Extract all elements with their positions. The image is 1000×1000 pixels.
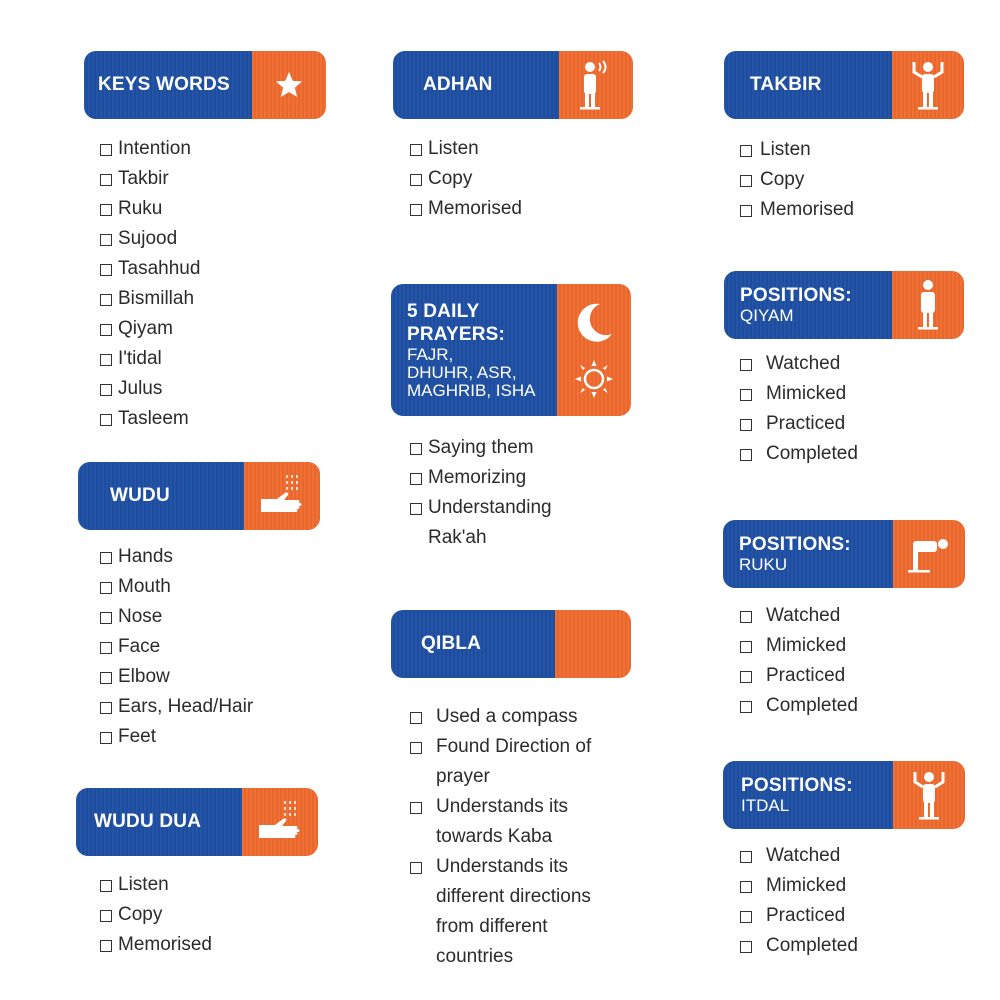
checkbox[interactable]	[740, 851, 752, 863]
checkbox[interactable]	[740, 671, 752, 683]
checkbox[interactable]	[100, 940, 112, 952]
checkbox[interactable]	[100, 642, 112, 654]
qibla-title: QIBLA	[421, 633, 482, 654]
list-item[interactable]: Found Direction of prayer	[410, 732, 591, 792]
list-item[interactable]: Hands	[100, 542, 253, 572]
checkbox[interactable]	[740, 881, 752, 893]
list-item[interactable]: Practiced	[740, 409, 858, 439]
checkbox[interactable]	[410, 712, 422, 724]
checkbox[interactable]	[100, 612, 112, 624]
takbir-list	[740, 135, 854, 225]
checkbox[interactable]	[100, 264, 112, 276]
keys-words-list	[100, 134, 200, 434]
list-item[interactable]: Sujood	[100, 224, 200, 254]
positions-itdal-list	[740, 841, 858, 961]
list-item[interactable]: Copy	[100, 900, 212, 930]
checkbox[interactable]	[740, 701, 752, 713]
checkbox[interactable]	[740, 449, 752, 461]
list-item[interactable]: Intention	[100, 134, 200, 164]
list-item[interactable]: Elbow	[100, 662, 253, 692]
list-item[interactable]: Copy	[410, 164, 522, 194]
daily-prayers-subtitle: MAGHRIB, ISHA	[407, 381, 536, 400]
qibla-list	[410, 702, 591, 972]
keys-words-header	[84, 51, 326, 119]
checkbox[interactable]	[740, 175, 752, 187]
checkbox[interactable]	[100, 910, 112, 922]
positions-itdal-title: POSITIONS:	[741, 775, 853, 796]
daily-prayers-subtitle: FAJR,	[407, 345, 454, 364]
list-item[interactable]: Memorised	[410, 194, 522, 224]
wudu-dua-title: WUDU DUA	[94, 811, 202, 832]
wudu-header	[78, 462, 320, 530]
checkbox[interactable]	[410, 174, 422, 186]
checkbox[interactable]	[100, 414, 112, 426]
adhan-list	[410, 134, 522, 224]
washing-hand-icon	[257, 471, 307, 521]
list-item[interactable]: Listen	[100, 870, 212, 900]
list-item[interactable]: Saying them	[410, 433, 552, 463]
checkbox[interactable]	[100, 234, 112, 246]
checkbox[interactable]	[100, 880, 112, 892]
list-item[interactable]: Listen	[410, 134, 522, 164]
checkbox[interactable]	[740, 389, 752, 401]
keys-words-title: KEYS WORDS	[98, 74, 230, 95]
list-item[interactable]: Completed	[740, 691, 858, 721]
washing-hand-icon	[255, 797, 305, 847]
positions-ruku-subtitle: RUKU	[739, 555, 788, 574]
checkbox[interactable]	[100, 384, 112, 396]
checkbox[interactable]	[410, 503, 422, 515]
raised-hands-person-icon	[909, 767, 949, 823]
list-item[interactable]: Practiced	[740, 901, 858, 931]
daily-prayers-list	[410, 433, 552, 553]
wudu-title: WUDU	[110, 485, 170, 506]
list-item[interactable]: Memorizing	[410, 463, 552, 493]
list-item[interactable]: Understands its different directions from different countries	[410, 852, 591, 972]
calling-person-icon	[574, 58, 618, 112]
checkbox[interactable]	[410, 742, 422, 754]
list-item[interactable]: Nose	[100, 602, 253, 632]
list-item[interactable]: Understands its towards Kaba	[410, 792, 591, 852]
positions-qiyam-list	[740, 349, 858, 469]
list-item[interactable]: Practiced	[740, 661, 858, 691]
positions-itdal-header	[723, 761, 965, 829]
positions-qiyam-title: POSITIONS:	[740, 285, 852, 306]
checkbox[interactable]	[410, 204, 422, 216]
checkbox[interactable]	[740, 611, 752, 623]
list-item[interactable]: Completed	[740, 931, 858, 961]
list-item[interactable]: Feet	[100, 722, 253, 752]
wudu-dua-list	[100, 870, 212, 960]
star-icon	[274, 70, 304, 100]
checkbox[interactable]	[740, 145, 752, 157]
list-item[interactable]: Mimicked	[740, 871, 858, 901]
checkbox[interactable]	[100, 732, 112, 744]
checkbox[interactable]	[100, 144, 112, 156]
checkbox[interactable]	[740, 359, 752, 371]
checkbox[interactable]	[410, 862, 422, 874]
positions-ruku-header	[723, 520, 965, 588]
list-item[interactable]: Bismillah	[100, 284, 200, 314]
checkbox[interactable]	[100, 702, 112, 714]
positions-qiyam-subtitle: QIYAM	[740, 306, 794, 325]
checkbox[interactable]	[410, 443, 422, 455]
list-item[interactable]: Listen	[740, 135, 854, 165]
checkbox[interactable]	[740, 205, 752, 217]
list-item[interactable]: Julus	[100, 374, 200, 404]
checkbox[interactable]	[740, 641, 752, 653]
checkbox[interactable]	[100, 324, 112, 336]
list-item[interactable]: Used a compass	[410, 702, 591, 732]
checkbox[interactable]	[100, 672, 112, 684]
standing-person-icon	[911, 277, 945, 333]
takbir-header	[724, 51, 964, 119]
crescent-moon-icon	[574, 302, 614, 344]
list-item[interactable]: Tasahhud	[100, 254, 200, 284]
list-item[interactable]: Completed	[740, 439, 858, 469]
list-item[interactable]: Takbir	[100, 164, 200, 194]
list-item[interactable]: Qiyam	[100, 314, 200, 344]
checkbox[interactable]	[100, 354, 112, 366]
wudu-list	[100, 542, 253, 752]
positions-ruku-title: POSITIONS:	[739, 534, 851, 555]
takbir-title: TAKBIR	[750, 74, 822, 95]
adhan-header	[393, 51, 633, 119]
adhan-title: ADHAN	[423, 74, 493, 95]
list-item[interactable]: Watched	[740, 601, 858, 631]
daily-prayers-title: PRAYERS:	[407, 324, 506, 345]
checkbox[interactable]	[410, 473, 422, 485]
qibla-header	[391, 610, 631, 678]
checkbox[interactable]	[100, 294, 112, 306]
checkbox[interactable]	[410, 144, 422, 156]
list-item[interactable]: Memorised	[740, 195, 854, 225]
list-item[interactable]: Mouth	[100, 572, 253, 602]
checkbox[interactable]	[740, 941, 752, 953]
daily-prayers-title: 5 DAILY	[407, 301, 480, 322]
checkbox[interactable]	[100, 552, 112, 564]
checkbox[interactable]	[100, 582, 112, 594]
list-item[interactable]: Watched	[740, 841, 858, 871]
positions-qiyam-header	[724, 271, 964, 339]
checkbox[interactable]	[410, 802, 422, 814]
list-item[interactable]: Copy	[740, 165, 854, 195]
list-item[interactable]: I'tidal	[100, 344, 200, 374]
list-item[interactable]: Mimicked	[740, 631, 858, 661]
wudu-dua-header	[76, 788, 318, 856]
list-item[interactable]: Face	[100, 632, 253, 662]
daily-prayers-subtitle: DHUHR, ASR,	[407, 363, 517, 382]
positions-itdal-subtitle: ITDAL	[741, 796, 790, 815]
list-item[interactable]: Understanding Rak'ah	[410, 493, 552, 553]
list-item[interactable]: Ruku	[100, 194, 200, 224]
checkbox[interactable]	[740, 911, 752, 923]
list-item[interactable]: Mimicked	[740, 379, 858, 409]
checkbox[interactable]	[100, 204, 112, 216]
checkbox[interactable]	[100, 174, 112, 186]
list-item[interactable]: Tasleem	[100, 404, 200, 434]
checkbox[interactable]	[740, 419, 752, 431]
list-item[interactable]: Watched	[740, 349, 858, 379]
daily-prayers-header	[391, 284, 631, 416]
list-item[interactable]: Memorised	[100, 930, 212, 960]
bowing-person-icon	[905, 532, 953, 576]
positions-ruku-list	[740, 601, 858, 721]
list-item[interactable]: Ears, Head/Hair	[100, 692, 253, 722]
sun-icon	[574, 359, 614, 399]
raised-hands-person-icon	[908, 57, 948, 113]
